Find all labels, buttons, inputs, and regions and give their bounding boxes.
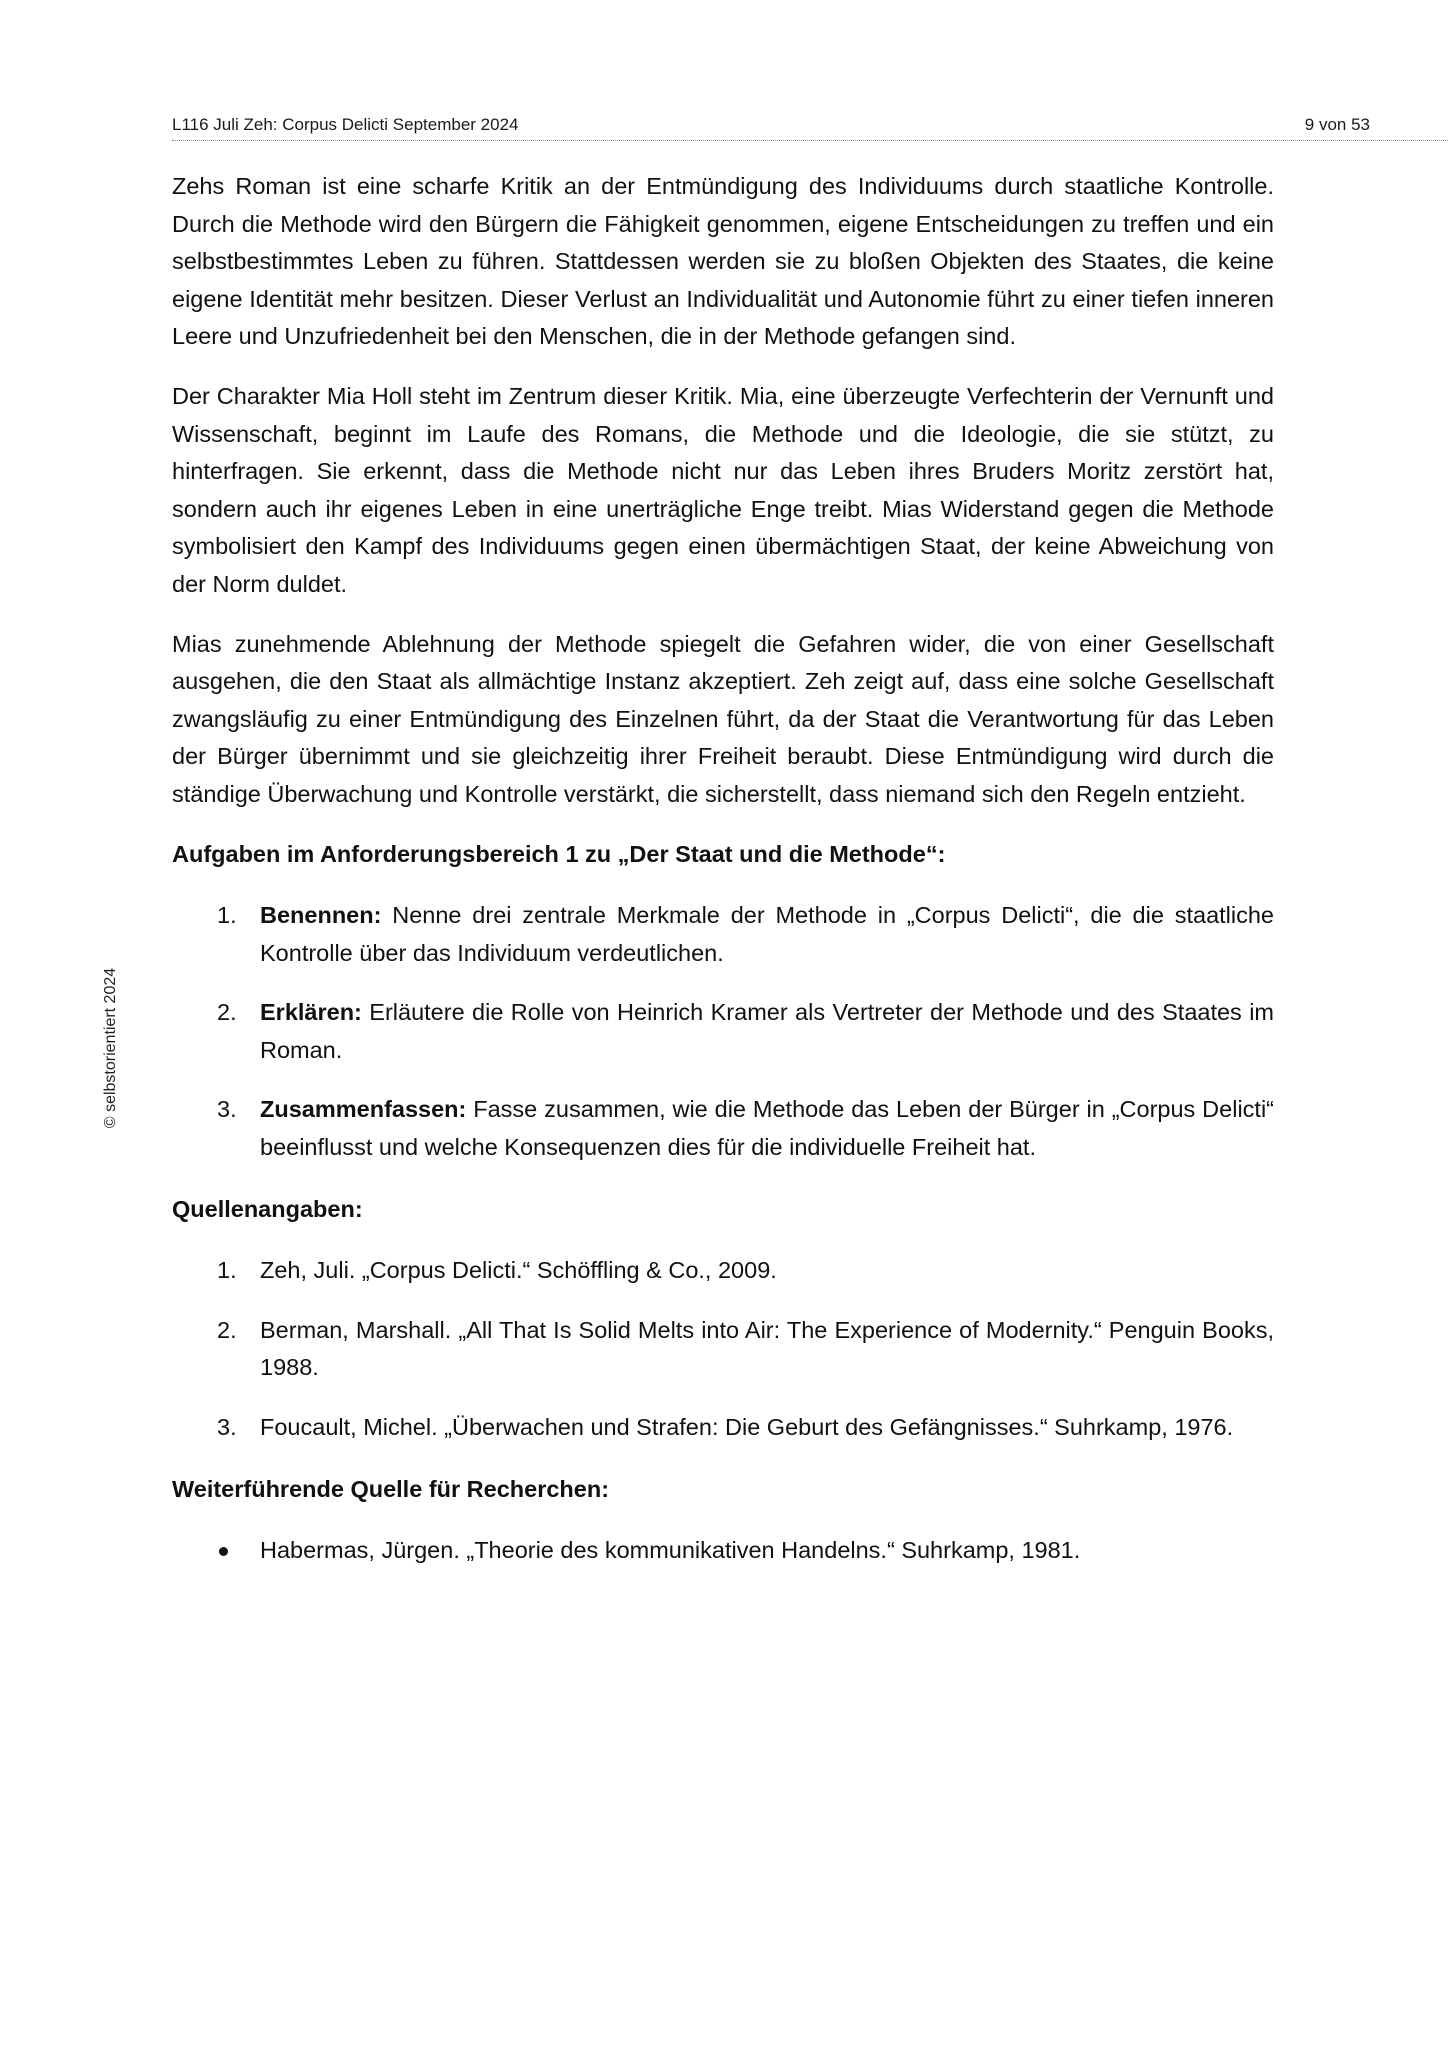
source-item xyxy=(172,1409,1274,1447)
source-text: Foucault, Michel. „Überwachen und Strafen: Die Geburt des Gefängnisses.“ Suhrkamp, 1976. xyxy=(260,1414,1234,1441)
sources-heading: Quellenangaben: xyxy=(172,1195,363,1222)
tasks-heading: Aufgaben im Anforderungsbereich 1 zu „Der Staat und die Methode“: xyxy=(172,840,946,867)
further-reading-text: Habermas, Jürgen. „Theorie des kommunikativen Handelns.“ Suhrkamp, 1981. xyxy=(260,1537,1081,1564)
tasks-list xyxy=(172,897,1274,1167)
bullet-icon xyxy=(219,1547,228,1556)
paragraph: Zehs Roman ist eine scharfe Kritik an der Entmündigung des Individuums durch staatliche Kontrolle. Durch die Methode wird den Bürgern die Fähigkeit genommen, eigene Entscheidungen zu treffen und ein selbstbestimmtes Leben zu führen. Stattdessen werden sie zu bloßen Objekten des Staates, die keine eigene Identität mehr besitzen. Dieser Verlust an Individualität und Autonomie führt zu einer tiefen inneren Leere und Unzufriedenheit bei den Menschen, die in der Methode gefangen sind. xyxy=(172,173,1274,350)
task-term: Zusammenfassen: xyxy=(260,1096,467,1123)
paragraph: Der Charakter Mia Holl steht im Zentrum dieser Kritik. Mia, eine überzeugte Verfechterin der Vernunft und Wissenschaft, beginnt im Laufe des Romans, die Methode und die Ideologie, die sie stützt, zu hinterfragen. Sie erkennt, dass die Methode nicht nur das Leben ihres Bruders Moritz zerstört hat, sondern auch ihr eigenes Leben in eine unerträgliche Enge treibt. Mias Widerstand gegen die Methode symbolisiert den Kampf des Individuums gegen einen übermächtigen Staat, der keine Abweichung von der Norm duldet. xyxy=(172,382,1274,597)
task-text: Erläutere die Rolle von Heinrich Kramer als Vertreter der Methode und des Staates im Roman. xyxy=(260,999,1274,1063)
paragraph: Mias zunehmende Ablehnung der Methode spiegelt die Gefahren wider, die von einer Gesellschaft ausgehen, die den Staat als allmächtige Instanz akzeptiert. Zeh zeigt auf, dass eine solche Gesellschaft zwangsläufig zu einer Entmündigung des Einzelnen führt, da der Staat die Verantwortung für das Leben der Bürger übernimmt und sie gleichzeitig ihrer Freiheit beraubt. Diese Entmündigung wird durch die ständige Überwachung und Kontrolle verstärkt, die sicherstellt, dass niemand sich den Regeln entzieht. xyxy=(172,630,1274,807)
page-indicator: 9 von 53 xyxy=(1304,115,1370,134)
task-item xyxy=(172,994,1274,1069)
further-reading-list xyxy=(172,1532,1274,1570)
further-reading-heading: Weiterführende Quelle für Recherchen: xyxy=(172,1475,610,1502)
further-reading-item xyxy=(172,1532,1274,1570)
document-title: L116 Juli Zeh: Corpus Delicti September 2024 xyxy=(172,115,519,134)
source-item xyxy=(172,1252,1274,1290)
source-text: Zeh, Juli. „Corpus Delicti.“ Schöffling & Co., 2009. xyxy=(260,1257,777,1284)
sources-list xyxy=(172,1252,1274,1446)
header-divider xyxy=(172,140,1448,141)
task-text: Nenne drei zentrale Merkmale der Methode in „Corpus Delicti“, die die staatliche Kontrolle über das Individuum verdeutlichen. xyxy=(260,902,1274,966)
task-term: Benennen: xyxy=(260,902,382,929)
list-number: 3. xyxy=(217,1096,237,1123)
list-number: 2. xyxy=(217,999,237,1026)
list-number: 3. xyxy=(217,1414,237,1441)
source-text: Berman, Marshall. „All That Is Solid Melts into Air: The Experience of Modernity.“ Penguin Books, 1988. xyxy=(260,1316,1274,1381)
task-item xyxy=(172,897,1274,972)
page-header xyxy=(172,112,1370,138)
source-item xyxy=(172,1312,1274,1387)
list-number: 1. xyxy=(217,902,237,929)
task-text: Fasse zusammen, wie die Methode das Leben der Bürger in „Corpus Delicti“ beeinflusst und welche Konsequenzen dies für die individuelle Freiheit hat. xyxy=(260,1096,1274,1161)
list-number: 1. xyxy=(217,1257,237,1284)
copyright-watermark: © selbstorientiert 2024 xyxy=(102,967,119,1129)
task-item xyxy=(172,1091,1274,1166)
document-body xyxy=(172,168,1274,1594)
list-number: 2. xyxy=(217,1316,237,1343)
task-term: Erklären: xyxy=(260,999,362,1026)
